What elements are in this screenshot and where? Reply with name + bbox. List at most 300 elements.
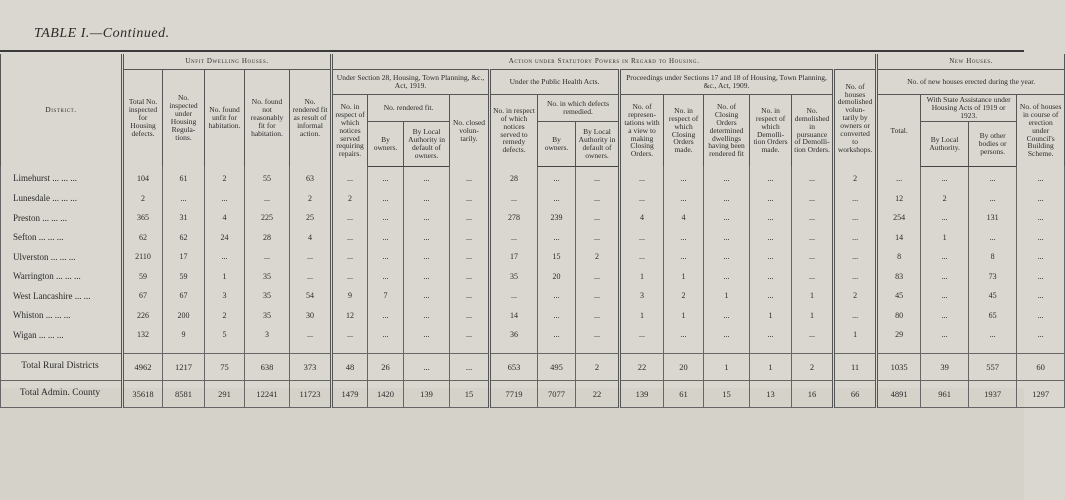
spacer-cell [792, 345, 834, 354]
spacer-row [1, 345, 1065, 354]
table-cell: ... [664, 189, 704, 209]
header-district: District. [1, 54, 123, 166]
table-cell: 22 [620, 354, 664, 381]
header-s17-closing-orders: No. in respect of which Closing Orders made. [664, 95, 704, 167]
table-cell: 24 [205, 228, 245, 248]
header-demolished-voluntarily: No. of houses demolished volun- tarily by owners or converted to workshops. [834, 70, 877, 167]
header-s17-representations: No. of represen- tations with a view to making Closing Orders. [620, 95, 664, 167]
table-cell: 132 [123, 326, 163, 346]
table-cell: 2 [123, 189, 163, 209]
table-row [1, 287, 1065, 307]
table-cell: 2 [834, 287, 877, 307]
spacer-cell [245, 345, 290, 354]
header-found-unfit: No. found unfit for habitation. [205, 70, 245, 167]
table-cell: 7077 [538, 381, 576, 408]
header-sec28-owners: By owners. [368, 121, 404, 166]
table-cell: 1 [834, 326, 877, 346]
header-sec28: Under Section 28, Housing, Town Planning, &c., Act, 1919. [332, 70, 490, 95]
header-s17-demolition-orders: No. in respect of which Demolli- tion Orders made. [750, 95, 792, 167]
spacer-cell [969, 345, 1017, 354]
district-name: Lunesdale ... ... ... [1, 189, 123, 209]
header-pha: Under the Public Health Acts. [490, 70, 620, 95]
table-cell: ... [538, 189, 576, 209]
header-new-other: By other bodies or persons. [969, 121, 1017, 166]
table-cell: 1420 [368, 381, 404, 408]
table-row [1, 326, 1065, 346]
table-cell: ... [332, 228, 368, 248]
table-cell: 60 [1017, 354, 1065, 381]
table-cell: 1 [750, 306, 792, 326]
table-cell: ... [404, 209, 450, 229]
table-cell: 2110 [123, 248, 163, 268]
table-cell: ... [450, 306, 490, 326]
table-cell: 1217 [163, 354, 205, 381]
table-cell: ... [368, 166, 404, 189]
table-cell: ... [332, 166, 368, 189]
table-cell: ... [1017, 166, 1065, 189]
table-cell: 1297 [1017, 381, 1065, 408]
table-cell: ... [450, 267, 490, 287]
table-row [1, 248, 1065, 268]
table-cell: ... [1017, 209, 1065, 229]
table-cell: 8 [877, 248, 921, 268]
table-cell: 22 [576, 381, 620, 408]
table-cell: 62 [163, 228, 205, 248]
spacer-cell [332, 345, 368, 354]
table-cell: ... [750, 248, 792, 268]
spacer-cell [404, 345, 450, 354]
table-cell: 17 [163, 248, 205, 268]
spacer-cell [290, 345, 332, 354]
table-cell: 8 [969, 248, 1017, 268]
header-inspected-regs: No. inspected under Housing Regula- tions. [163, 70, 205, 167]
header-rendered-fit-informal: No. rendered fit as result of informal action. [290, 70, 332, 167]
table-cell: ... [620, 166, 664, 189]
spacer-cell [921, 345, 969, 354]
table-cell: 638 [245, 354, 290, 381]
table-cell: ... [750, 189, 792, 209]
table-cell: ... [450, 248, 490, 268]
table-cell: 2 [921, 189, 969, 209]
table-cell: ... [704, 267, 750, 287]
table-cell: ... [332, 248, 368, 268]
table-cell: 28 [245, 228, 290, 248]
table-cell: 5 [205, 326, 245, 346]
district-name: Preston ... ... ... [1, 209, 123, 229]
table-cell: 30 [290, 306, 332, 326]
table-cell: 55 [245, 166, 290, 189]
table-cell: 11 [834, 354, 877, 381]
table-cell: 35 [245, 267, 290, 287]
table-cell: ... [404, 248, 450, 268]
table-cell: ... [750, 326, 792, 346]
table-cell: ... [538, 326, 576, 346]
table-cell: 4 [664, 209, 704, 229]
table-row [1, 209, 1065, 229]
table-cell: 2 [576, 248, 620, 268]
table-cell: 1 [750, 354, 792, 381]
table-cell: ... [834, 248, 877, 268]
table-cell: 7 [368, 287, 404, 307]
spacer-cell [163, 345, 205, 354]
table-cell: ... [490, 189, 538, 209]
table-cell: ... [368, 248, 404, 268]
table-cell: ... [368, 326, 404, 346]
table-cell: 25 [290, 209, 332, 229]
table-row [1, 267, 1065, 287]
header-new-scheme: No. of houses in course of erection under Council's Building Scheme. [1017, 95, 1065, 167]
table-cell: ... [1017, 228, 1065, 248]
table-cell: 1 [704, 287, 750, 307]
spacer-cell [368, 345, 404, 354]
table-cell: 8581 [163, 381, 205, 408]
table-cell: ... [404, 354, 450, 381]
table-cell: ... [450, 209, 490, 229]
table-cell: 35 [245, 306, 290, 326]
table-cell: 4 [205, 209, 245, 229]
table-cell: 2 [290, 189, 332, 209]
table-cell: 29 [877, 326, 921, 346]
table-cell: ... [834, 267, 877, 287]
header-sec28-notices: No. in respect of which notices served requiring repairs. [332, 95, 368, 167]
spacer-cell [576, 345, 620, 354]
table-cell: 1 [664, 267, 704, 287]
table-cell: 59 [163, 267, 205, 287]
table-cell: ... [450, 166, 490, 189]
table-cell: ... [576, 306, 620, 326]
header-action: Action under Statutory Powers in Regard to Housing. [332, 54, 877, 70]
table-cell: ... [576, 166, 620, 189]
table-body [1, 166, 1065, 408]
district-name: Total Admin. County [1, 381, 123, 408]
table-cell: 1035 [877, 354, 921, 381]
table-cell: ... [664, 166, 704, 189]
table-cell: 278 [490, 209, 538, 229]
table-cell: ... [404, 326, 450, 346]
table-cell: 61 [664, 381, 704, 408]
table-row [1, 306, 1065, 326]
district-name: Sefton ... ... ... [1, 228, 123, 248]
table-cell: ... [404, 267, 450, 287]
header-new-erected: No. of new houses erected during the year. [877, 70, 1065, 95]
table-cell: 3 [205, 287, 245, 307]
table-cell: ... [704, 209, 750, 229]
table-cell: 254 [877, 209, 921, 229]
table-cell: ... [792, 267, 834, 287]
table-cell: 11723 [290, 381, 332, 408]
spacer-cell [490, 345, 538, 354]
table-cell: 59 [123, 267, 163, 287]
table-cell: 2 [205, 166, 245, 189]
table-cell: 2 [664, 287, 704, 307]
table-cell: 131 [969, 209, 1017, 229]
table-cell: ... [576, 189, 620, 209]
table-cell: 3 [245, 326, 290, 346]
table-cell: ... [704, 189, 750, 209]
table-cell: 67 [163, 287, 205, 307]
top-rule [0, 50, 1024, 52]
table-cell: 61 [163, 166, 205, 189]
table-cell: 45 [969, 287, 1017, 307]
table-cell: 4962 [123, 354, 163, 381]
table-cell: 139 [620, 381, 664, 408]
district-name: Limehurst ... ... ... [1, 166, 123, 189]
table-cell: 4 [620, 209, 664, 229]
header-pha-notices: No. in respect of which notices served to remedy defects. [490, 95, 538, 167]
table-cell: 1937 [969, 381, 1017, 408]
table-cell: 1 [704, 354, 750, 381]
table-cell: ... [450, 228, 490, 248]
district-name: Warrington ... ... ... [1, 267, 123, 287]
table-cell: 35 [245, 287, 290, 307]
header-unfit: Unfit Dwelling Houses. [123, 54, 332, 70]
table-cell: 13 [750, 381, 792, 408]
table-cell: 653 [490, 354, 538, 381]
table-cell: 16 [792, 381, 834, 408]
table-cell: 225 [245, 209, 290, 229]
table-cell: 14 [490, 306, 538, 326]
table-cell: ... [921, 209, 969, 229]
table-cell: 2 [332, 189, 368, 209]
table-cell: ... [750, 287, 792, 307]
table-cell: ... [1017, 189, 1065, 209]
housing-table [0, 54, 1065, 408]
table-cell: 1 [664, 306, 704, 326]
district-name: Whiston ... ... ... [1, 306, 123, 326]
table-cell: 226 [123, 306, 163, 326]
table-cell: ... [576, 209, 620, 229]
table-cell: ... [368, 189, 404, 209]
table-cell: 2 [792, 354, 834, 381]
table-cell: ... [450, 354, 490, 381]
district-name: Total Rural Districts [1, 354, 123, 381]
table-cell: 66 [834, 381, 877, 408]
district-name: West Lancashire ... ... [1, 287, 123, 307]
spacer-cell [450, 345, 490, 354]
table-cell: 28 [490, 166, 538, 189]
table-cell: ... [538, 306, 576, 326]
header-new-houses: New Houses. [877, 54, 1065, 70]
table-cell: ... [921, 248, 969, 268]
table-cell: ... [332, 326, 368, 346]
table-cell: 365 [123, 209, 163, 229]
table-cell: ... [750, 267, 792, 287]
table-cell: ... [620, 248, 664, 268]
table-cell: ... [921, 267, 969, 287]
table-cell: ... [490, 287, 538, 307]
table-cell: ... [538, 228, 576, 248]
header-sec28-local: By Local Authority in default of owners. [404, 121, 450, 166]
table-row [1, 189, 1065, 209]
table-cell: 3 [620, 287, 664, 307]
table-cell: ... [404, 306, 450, 326]
table-cell: ... [1017, 306, 1065, 326]
table-cell: 65 [969, 306, 1017, 326]
table-cell: ... [332, 267, 368, 287]
table-cell: 75 [205, 354, 245, 381]
table-cell: ... [664, 228, 704, 248]
table-cell: 80 [877, 306, 921, 326]
table-cell: 35 [490, 267, 538, 287]
table-cell: 48 [332, 354, 368, 381]
table-cell: 373 [290, 354, 332, 381]
table-cell: ... [404, 166, 450, 189]
table-cell: ... [1017, 326, 1065, 346]
table-cell: 1 [921, 228, 969, 248]
spacer-cell [620, 345, 664, 354]
table-cell: 39 [921, 354, 969, 381]
spacer-cell [1017, 345, 1065, 354]
table-cell: 1 [620, 306, 664, 326]
table-cell: ... [969, 326, 1017, 346]
table-cell: 7719 [490, 381, 538, 408]
table-cell: ... [877, 166, 921, 189]
header-total-inspected: Total No. inspected for Housing defects. [123, 70, 163, 167]
header-new-local: By Local Authority. [921, 121, 969, 166]
table-cell: ... [450, 287, 490, 307]
header-pha-owners: By owners. [538, 121, 576, 166]
table-cell: ... [205, 248, 245, 268]
header-pha-remedied: No. in which defects remedied. [538, 95, 620, 122]
spacer-cell [834, 345, 877, 354]
table-cell: ... [1017, 267, 1065, 287]
table-cell: ... [834, 209, 877, 229]
district-name: Ulverston ... ... ... [1, 248, 123, 268]
table-cell: 73 [969, 267, 1017, 287]
table-cell: ... [704, 228, 750, 248]
table-cell: ... [368, 228, 404, 248]
table-cell: ... [921, 306, 969, 326]
table-cell: 14 [877, 228, 921, 248]
table-cell: ... [750, 166, 792, 189]
table-cell: ... [620, 326, 664, 346]
table-cell: ... [538, 166, 576, 189]
table-cell: 15 [704, 381, 750, 408]
table-cell: ... [290, 267, 332, 287]
table-cell: 63 [290, 166, 332, 189]
table-cell: 495 [538, 354, 576, 381]
table-cell: ... [834, 306, 877, 326]
spacer-cell [123, 345, 163, 354]
table-cell: ... [245, 248, 290, 268]
table-cell: 2 [205, 306, 245, 326]
table-cell: ... [450, 326, 490, 346]
table-cell: ... [750, 228, 792, 248]
table-cell: 35618 [123, 381, 163, 408]
table-cell: 1 [205, 267, 245, 287]
header-pha-local: By Local Authority in default of owners. [576, 121, 620, 166]
table-cell: ... [368, 267, 404, 287]
table-row [1, 354, 1065, 381]
table-cell: ... [664, 248, 704, 268]
table-cell: ... [404, 287, 450, 307]
table-cell: 1 [792, 306, 834, 326]
page-title: TABLE I.—Continued. [34, 26, 170, 41]
table-cell: 2 [834, 166, 877, 189]
table-cell: ... [576, 228, 620, 248]
header-found-not-fit: No. found not reasonably fit for habitation. [245, 70, 290, 167]
table-cell: 2 [576, 354, 620, 381]
table-cell: ... [205, 189, 245, 209]
table-cell: 62 [123, 228, 163, 248]
table-cell: ... [620, 189, 664, 209]
spacer-cell [1, 345, 123, 354]
table-cell: ... [834, 228, 877, 248]
table-cell: ... [704, 166, 750, 189]
table-cell: ... [332, 209, 368, 229]
spacer-cell [750, 345, 792, 354]
table-cell: 12 [332, 306, 368, 326]
table-cell: ... [792, 248, 834, 268]
table-cell: ... [576, 267, 620, 287]
table-cell: 4 [290, 228, 332, 248]
table-cell: ... [750, 209, 792, 229]
table-cell: 83 [877, 267, 921, 287]
table-cell: 291 [205, 381, 245, 408]
table-cell: 45 [877, 287, 921, 307]
table-row [1, 166, 1065, 189]
table-cell: 200 [163, 306, 205, 326]
table-cell: 15 [450, 381, 490, 408]
table-cell: ... [404, 228, 450, 248]
table-cell: 1479 [332, 381, 368, 408]
table-cell: ... [290, 326, 332, 346]
table-cell: 1 [620, 267, 664, 287]
table-cell: 4891 [877, 381, 921, 408]
header-new-state: With State Assistance under Housing Acts of 1919 or 1923. [921, 95, 1017, 122]
table-cell: ... [969, 189, 1017, 209]
table-cell: 239 [538, 209, 576, 229]
table-cell: ... [1017, 248, 1065, 268]
table-cell: ... [368, 209, 404, 229]
table-cell: 54 [290, 287, 332, 307]
table-cell: ... [969, 228, 1017, 248]
spacer-cell [877, 345, 921, 354]
table-cell: 67 [123, 287, 163, 307]
spacer-cell [538, 345, 576, 354]
header-sec28-closed: No. closed volun- tarily. [450, 95, 490, 167]
spacer-cell [205, 345, 245, 354]
header-s17-demolished: No. demolished in pursuance of Demolli- tion Orders. [792, 95, 834, 167]
table-cell: 961 [921, 381, 969, 408]
district-name: Wigan ... ... ... [1, 326, 123, 346]
header-sec17: Proceedings under Sections 17 and 18 of Housing, Town Planning, &c., Act, 1909. [620, 70, 834, 95]
table-cell: 104 [123, 166, 163, 189]
table-cell: ... [450, 189, 490, 209]
header-new-total: Total. [877, 95, 921, 167]
table-cell: ... [921, 287, 969, 307]
table-cell: ... [576, 326, 620, 346]
table-cell: ... [792, 209, 834, 229]
table-cell: 20 [538, 267, 576, 287]
table-cell: ... [576, 287, 620, 307]
table-cell: 139 [404, 381, 450, 408]
table-cell: ... [704, 248, 750, 268]
table-cell: ... [290, 248, 332, 268]
table-cell: ... [792, 166, 834, 189]
table-cell: ... [538, 287, 576, 307]
table-cell: ... [921, 166, 969, 189]
table-row [1, 228, 1065, 248]
table-cell: 36 [490, 326, 538, 346]
table-cell: ... [368, 306, 404, 326]
table-cell: ... [620, 228, 664, 248]
table-cell: 26 [368, 354, 404, 381]
table-cell: ... [245, 189, 290, 209]
table-cell: ... [921, 326, 969, 346]
table-cell: 557 [969, 354, 1017, 381]
header-sec28-rendered: No. rendered fit. [368, 95, 450, 122]
